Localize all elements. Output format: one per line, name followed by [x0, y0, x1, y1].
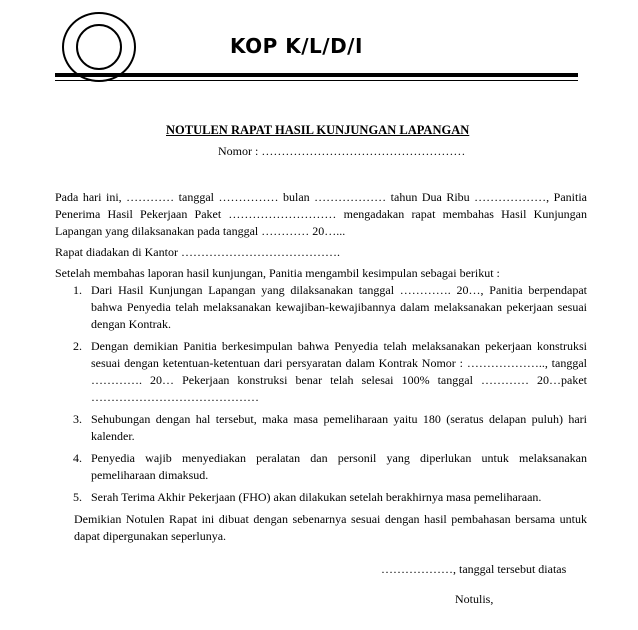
document-title: NOTULEN RAPAT HASIL KUNJUNGAN LAPANGAN	[166, 123, 470, 137]
closing-paragraph: Demikian Notulen Rapat ini dibuat dengan sebenarnya sesuai dengan hasil pembahasan bersama untuk dapat dipergunakan seperlunya.	[74, 512, 587, 543]
list-item-text: Dengan demikian Panitia berkesimpulan bahwa Penyedia telah melaksanakan pekerjaan konstruksi sesuai dengan ketentuan-ketentuan dari persyaratan dalam Kontrak Nomor : ……………….., tanggal …………. 20… Pekerjaan konstruksi benar telah selesai 100% tanggal ………… 20…paket ……………………………………	[91, 339, 587, 404]
list-item	[55, 450, 587, 484]
logo-emblem	[62, 12, 136, 82]
conclusion-list	[55, 282, 587, 506]
list-item	[55, 338, 587, 406]
list-item	[55, 411, 587, 445]
place-date-line: ………………, tanggal tersebut diatas	[381, 562, 567, 576]
list-item	[55, 489, 587, 506]
list-item-text: Penyedia wajib menyediakan peralatan dan personil yang diperlukan untuk melaksanakan pemeliharaan dimaksud.	[91, 451, 587, 482]
list-item-text: Dari Hasil Kunjungan Lapangan yang dilaksanakan tanggal …………. 20…, Panitia berpendapat bahwa Penyedia telah melaksanakan kewajiban-kewajibannya dalam melaksanakan pekerjaan sesuai dengan Kontrak.	[91, 283, 587, 331]
list-item-text: Sehubungan dengan hal tersebut, maka masa pemeliharaan yaitu 180 (seratus delapan puluh) hari kalender.	[91, 412, 587, 443]
location-paragraph: Rapat diadakan di Kantor ………………………………….	[55, 245, 340, 259]
document-body	[55, 189, 587, 545]
list-item-number: 4.	[73, 451, 82, 465]
list-item-text: Serah Terima Akhir Pekerjaan (FHO) akan dilakukan setelah berakhirnya masa pemeliharaan.	[91, 490, 542, 504]
lead-paragraph: Setelah membahas laporan hasil kunjungan, Panitia mengambil kesimpulan sebagai berikut :	[55, 266, 500, 280]
intro-paragraph: Pada hari ini, ………… tanggal …………… bulan ……………… tahun Dua Ribu ………………, Panitia Penerima Hasil Pekerjaan Paket ……………………… mengadakan rapat membahas Hasil Kunjungan Lapangan yang dilaksanakan pada tanggal ………… 20…...	[55, 190, 587, 238]
letterhead-title: KOP K/L/D/I	[230, 34, 363, 58]
document-number: Nomor : ……………………………………………	[218, 144, 466, 158]
letterhead-rule-thick	[55, 73, 578, 77]
list-item-number: 2.	[73, 339, 82, 353]
list-item	[55, 282, 587, 333]
list-item-number: 3.	[73, 412, 82, 426]
logo-inner-circle	[76, 24, 122, 70]
signer-label: Notulis,	[455, 592, 494, 606]
list-item-number: 5.	[73, 490, 82, 504]
letterhead-rule-thin	[55, 80, 578, 81]
list-item-number: 1.	[73, 283, 82, 297]
